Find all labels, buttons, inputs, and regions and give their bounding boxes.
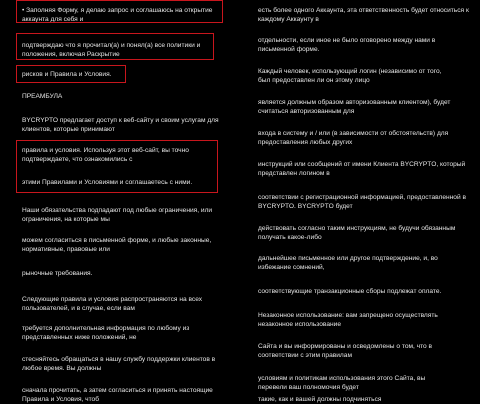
text-line: нормативные, правовые или (22, 246, 110, 253)
text-line: этими Правилами и Условиями и соглашаетесь с ними. (22, 179, 193, 186)
paragraph (258, 67, 441, 85)
paragraph (258, 129, 448, 147)
text-line: BYCRYPTO. BYCRYPTO будет (258, 203, 353, 210)
paragraph (22, 236, 211, 254)
paragraph (22, 269, 92, 278)
text-line: положения, включая Раскрытие (22, 51, 120, 58)
text-line: BYCRYPTO предлагает доступ к веб-сайту и своим услугам для (22, 117, 219, 124)
text-line: соответствии с этим правилам (258, 352, 352, 359)
paragraph (258, 254, 438, 272)
text-line: избежание сомнений, (258, 264, 325, 271)
paragraph (258, 287, 441, 296)
paragraph (22, 386, 213, 404)
text-line: клиентов, которые принимают (22, 126, 115, 133)
text-line: правила и условия. Используя этот веб-сайт, вы точно (22, 147, 189, 154)
text-line: считаться авторизованным для (258, 108, 355, 115)
text-line: перевели ваш полномочия будет (258, 384, 359, 391)
text-line: Каждый человек, использующий логин (независимо от того, (258, 68, 442, 75)
text-line: любое время. Вы должны (22, 365, 102, 372)
text-line: незаконное использование (258, 321, 341, 328)
text-line: предоставления любых других (258, 139, 353, 146)
text-line: входа в систему и / или (в зависимости от обстоятельств) для (258, 130, 449, 137)
paragraph (22, 41, 200, 59)
paragraph (22, 116, 219, 134)
paragraph (22, 146, 189, 164)
paragraph (22, 206, 212, 224)
text-line: каждому Аккаунту в (258, 16, 319, 23)
text-line: стесняйтесь обращаться в нашу службу поддержки клиентов в (22, 356, 216, 363)
paragraph (22, 324, 189, 342)
text-line: условиям и политикам использования этого Сайта, вы (258, 375, 426, 382)
text-line: Сайта и вы информированы и осведомлены о том, что в (258, 343, 433, 350)
text-line: Наши обязательства подпадают под любые ограничения, или (22, 207, 213, 214)
paragraph (258, 311, 438, 329)
text-line: соответствующие транзакционные сборы подлежат оплате. (258, 288, 442, 295)
text-line: получать какое-либо (258, 234, 322, 241)
text-line: Незаконное использование: вам запрещено осуществлять (258, 312, 438, 319)
paragraph (258, 374, 425, 392)
text-line: представленных ниже положений, не (22, 334, 137, 341)
text-line: требуется дополнительная информация по любому из (22, 325, 190, 332)
text-line: рисков и Правила и Условия. (22, 71, 112, 78)
text-line: Следующие правила и условия распространяются на всех (22, 296, 203, 303)
text-line: представлен логином в (258, 170, 330, 177)
text-line: ограничения, на которые мы (22, 216, 110, 223)
text-line: инструкций или сообщений от имени Клиента BYCRYPTO, который (258, 161, 466, 168)
text-line: такие, как и вашей должны подчиняться (258, 396, 382, 403)
paragraph (22, 6, 212, 24)
paragraph (258, 36, 435, 54)
text-line: пользователей, и в случае, если вам (22, 305, 135, 312)
text-line: рыночные требования. (22, 270, 93, 277)
paragraph (258, 98, 450, 116)
paragraph (258, 342, 432, 360)
text-line: подтверждаете, что ознакомились с (22, 156, 133, 163)
text-line: письменной форме. (258, 46, 320, 53)
text-line: сначала прочитать, а затем согласиться и принять настоящие (22, 387, 213, 394)
text-line: соответствии с регистрационной информацией, предоставленной в (258, 194, 466, 201)
text-line: аккаунта для себя и (22, 16, 84, 23)
text-line: дальнейшее письменное или другое подтверждение, и, во (258, 255, 438, 262)
text-line: подтверждаю что я прочитал(а) и понял(а) все политики и (22, 42, 201, 49)
text-line: отдельности, если иное не было оговорено между нами в (258, 37, 436, 44)
paragraph (22, 355, 215, 373)
paragraph (22, 295, 202, 313)
text-line: был предоставлен ли он этому лицо (258, 77, 370, 84)
paragraph (258, 395, 381, 404)
paragraph (258, 160, 465, 178)
text-line: Правила и Условия, чтоб (22, 396, 99, 403)
preamble-heading (22, 92, 62, 101)
text-line: является должным образом авторизованным клиентом), будет (258, 99, 451, 106)
text-line: действовать согласно таким инструкциям, не будучи обязанным (258, 225, 456, 232)
text-line: • Заполняя Форму, я делаю запрос и соглашаюсь на открытие (22, 7, 213, 14)
text-line: есть более одного Аккаунта, эта ответственность будет относиться к (258, 7, 469, 14)
paragraph (258, 224, 455, 242)
paragraph (258, 193, 466, 211)
paragraph (22, 70, 111, 79)
text-line: можем согласиться в письменной форме, и любые законные, (22, 237, 212, 244)
paragraph (258, 6, 469, 24)
paragraph (22, 178, 192, 187)
text-line: ПРЕАМБУЛА (22, 93, 63, 100)
